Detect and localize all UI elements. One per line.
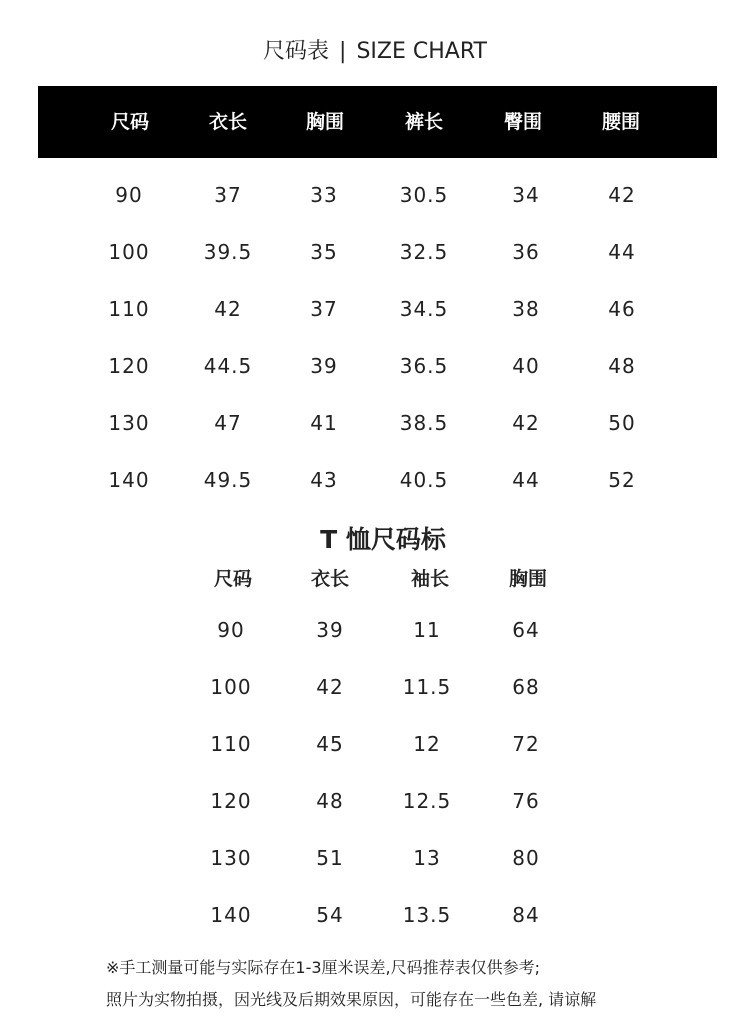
- table-cell: 50: [608, 411, 636, 435]
- table-row: [0, 838, 750, 878]
- table-row: [0, 403, 750, 443]
- table-cell: 41: [310, 411, 338, 435]
- table-cell: 110: [108, 297, 150, 321]
- tshirt-table-title: T 恤尺码标: [320, 525, 446, 554]
- table-cell: 12.5: [402, 789, 452, 813]
- table-cell: 34: [512, 183, 540, 207]
- table-cell: 120: [210, 789, 252, 813]
- table-cell: 38: [512, 297, 540, 321]
- table-cell: 48: [316, 789, 344, 813]
- color-note: 照片为实物拍摄，因光线及后期效果原因，可能存在一些色差, 请谅解: [106, 990, 597, 1009]
- table-cell: 72: [512, 732, 540, 756]
- title-cn: 尺码表: [263, 39, 330, 64]
- table-cell: 34.5: [399, 297, 449, 321]
- table-cell: 68: [512, 675, 540, 699]
- table-cell: 35: [310, 240, 338, 264]
- header-size: 尺码: [110, 111, 149, 133]
- table-cell: 45: [316, 732, 344, 756]
- title-separator: |: [339, 39, 347, 64]
- title-en: SIZE CHART: [356, 39, 487, 64]
- table-cell: 39: [310, 354, 338, 378]
- table-cell: 30.5: [399, 183, 449, 207]
- table-cell: 39.5: [203, 240, 253, 264]
- table-cell: 37: [214, 183, 242, 207]
- tshirt-header-size: 尺码: [213, 568, 252, 590]
- tshirt-header-length: 衣长: [310, 568, 349, 590]
- header-pants-length: 裤长: [404, 111, 443, 133]
- tshirt-header-chest: 胸围: [508, 568, 547, 590]
- table-cell: 42: [512, 411, 540, 435]
- table-row: [0, 610, 750, 650]
- table-cell: 76: [512, 789, 540, 813]
- page-title: [0, 34, 750, 65]
- table-cell: 44: [512, 468, 540, 492]
- table-cell: 36.5: [399, 354, 449, 378]
- table-row: [0, 346, 750, 386]
- table-cell: 90: [115, 183, 143, 207]
- table-row: [0, 895, 750, 935]
- table-cell: 140: [108, 468, 150, 492]
- table-cell: 37: [310, 297, 338, 321]
- table-cell: 51: [316, 846, 344, 870]
- table-cell: 47: [214, 411, 242, 435]
- table-cell: 84: [512, 903, 540, 927]
- table-cell: 11.5: [402, 675, 452, 699]
- table-cell: 130: [108, 411, 150, 435]
- table-cell: 80: [512, 846, 540, 870]
- table-cell: 42: [608, 183, 636, 207]
- table-cell: 42: [214, 297, 242, 321]
- table-row: [0, 175, 750, 215]
- table-cell: 110: [210, 732, 252, 756]
- tshirt-header-sleeve: 袖长: [410, 568, 449, 590]
- table-cell: 38.5: [399, 411, 449, 435]
- table-row: [0, 724, 750, 764]
- header-hip: 臀围: [503, 111, 542, 133]
- header-chest: 胸围: [305, 111, 344, 133]
- table-cell: 48: [608, 354, 636, 378]
- table-cell: 40: [512, 354, 540, 378]
- table-cell: 49.5: [203, 468, 253, 492]
- size-table-header: [38, 86, 717, 158]
- table-cell: 90: [217, 618, 245, 642]
- table-cell: 64: [512, 618, 540, 642]
- table-cell: 52: [608, 468, 636, 492]
- header-waist: 腰围: [601, 111, 640, 133]
- table-cell: 100: [108, 240, 150, 264]
- table-cell: 40.5: [399, 468, 449, 492]
- table-cell: 54: [316, 903, 344, 927]
- table-cell: 130: [210, 846, 252, 870]
- table-cell: 13.5: [402, 903, 452, 927]
- table-row: [0, 460, 750, 500]
- table-cell: 36: [512, 240, 540, 264]
- table-row: [0, 232, 750, 272]
- table-cell: 44.5: [203, 354, 253, 378]
- table-cell: 13: [413, 846, 441, 870]
- table-cell: 11: [413, 618, 441, 642]
- table-row: [0, 289, 750, 329]
- table-row: [0, 667, 750, 707]
- table-cell: 120: [108, 354, 150, 378]
- measurement-note: ※手工测量可能与实际存在1-3厘米误差,尺码推荐表仅供参考;: [106, 958, 541, 977]
- table-cell: 39: [316, 618, 344, 642]
- table-cell: 44: [608, 240, 636, 264]
- table-cell: 43: [310, 468, 338, 492]
- table-cell: 42: [316, 675, 344, 699]
- table-cell: 46: [608, 297, 636, 321]
- table-cell: 32.5: [399, 240, 449, 264]
- table-cell: 100: [210, 675, 252, 699]
- table-cell: 33: [310, 183, 338, 207]
- header-length: 衣长: [208, 111, 247, 133]
- table-cell: 140: [210, 903, 252, 927]
- table-cell: 12: [413, 732, 441, 756]
- table-row: [0, 781, 750, 821]
